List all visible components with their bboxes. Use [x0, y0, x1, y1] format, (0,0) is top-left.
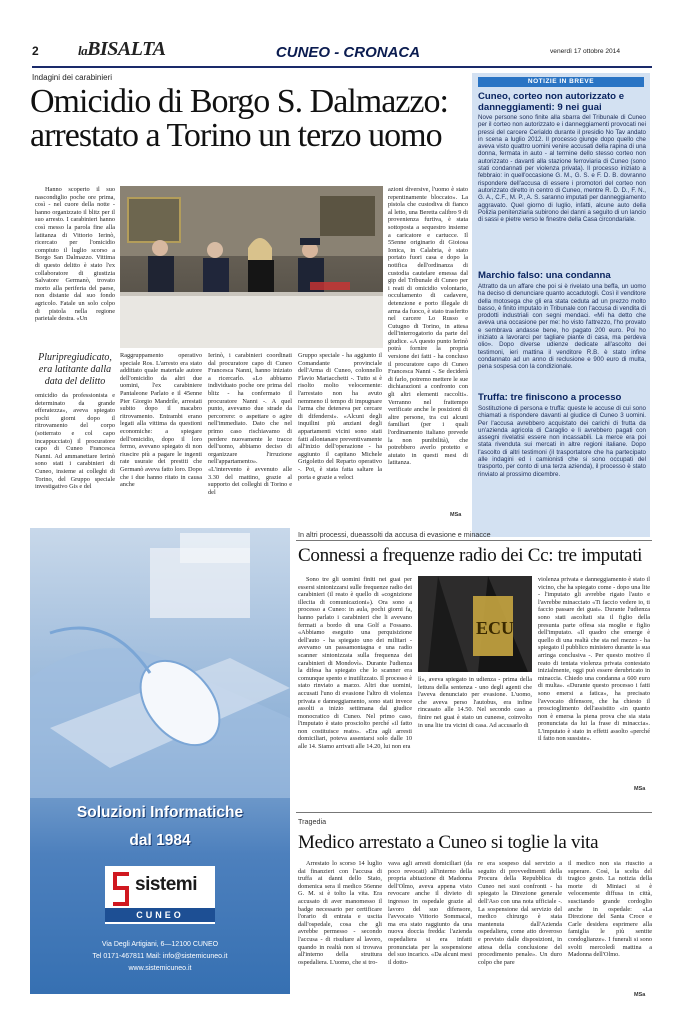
ad-brand-name: sistemi	[135, 874, 197, 895]
story2-column-2: lì», aveva spiegato in udienza - prima della lettura della sentenza - uno degli agenti che l'aveva denunciato per evasione. L'uomo, che aveva perso l'autobus, era infine rincasato alle 14.50. Nel secondo caso a finire nei guai è stato un cuneese, coinvolto in una lite tra vicini di casa. Ad accusarlo di	[418, 676, 532, 729]
brief-item-1-body: Nove persone sono finite alla sbarra del Tribunale di Cuneo per il corteo non autorizzato e i danneggiamenti provocati nei pressi del carcere Cerialdo durante il presidio No Tav andato in scena a luglio 2012. Il processo giunge dopo quello che aveva visto quattro uomini venire accusati della rapina di una donna, fermata in auto - al termine dello stesso corteo non autorizzato - davanti alla stazione ferroviaria di Cuneo (sono stati condannati per violenza privata). Il processo iniziato a febbraio: in quell'occasione G. M., G. S. e F. D. B. dovranno rispondere dell'accusa di essere i promotori del corteo non autorizzato diretto in centro di Cuneo, mentre R. D. D., F. N., G. A., C.F., M. P., A. S. saranno imputati per danneggiamento aggravato. Quel giorno di luglio, infatti, alcune auto della Polizia penitenziaria subirono dei danni a seguito di un lancio di sassi e pietre verso le finestre della Casa circondariale.	[478, 114, 646, 224]
logo-name: BISALTA	[87, 38, 166, 60]
story1-column-2: Raggruppamento operativo speciale Ros. L'arresto era stato addittato quale materiale autore dell'omicidio da altri due uomini, l'ex carabiniere Pantaleone Parlato e il 45enne Pier Giorgio Mandrile, arrestati subito dopo il macabro ritrovamento. Entrambi erano legati alla vittima da questioni economiche: a spiegare dell'omicidio, dopo il loro fermo, avevano spiegato di non riuscire più a pagare le ingenti rate usuraie dei prestiti che Germanò aveva fatto loro. Dopo che i due hanno ritato in causa anche	[120, 352, 202, 489]
brief-news-tag: NOTIZIE IN BREVE	[478, 77, 644, 87]
ad-headline-2: dal 1984	[129, 832, 191, 849]
computer-mouse-illustration	[30, 528, 290, 798]
section-title: CUNEO - CRONACA	[275, 44, 421, 61]
brief-item-1-title: Cuneo, corteo non autorizzato e danneggiamenti: 9 nei guai	[478, 91, 625, 113]
press-conference-photo	[120, 186, 383, 348]
story2-kicker: In altri processi, dueassolti da accusa di evasione e minacce	[298, 530, 491, 539]
sistemi-logo-icon	[111, 872, 131, 906]
story3-signature: MSa	[634, 992, 646, 998]
story3-kicker: Tragedia	[298, 817, 327, 826]
ad-brand-box	[105, 866, 215, 924]
story1-column-5: azioni diversive, l'uomo è stato repentinamente bloccato». La pistola che custodiva di fianco al letto, una Beretta calibro 9 di provenienza furtiva, è stata sottoposta a sequestro insieme a caricatore e cartucce. Il 55enne originario di Gioiosa Ionica, in Calabria, è stato portato fuori casa e dopo la notifica dell'ordinanza di custodia cautelare emessa dal gip del Tribunale di Cuneo per i reati di omicidio volontario, occultamento di cadavere, detenzione e porto illegale di arma da fuoco, è stato trasferito nel carcere Lo Russo e Cutugno di Torino, in attesa dell'interrogatorio da parte del giudice. «A questo punto Ierinò potrà fornire la propria versione dei fatti - ha concluso il procuratore capo di Cuneo Francesca Nanni -. Se deciderà di farlo, potremo mettere le sue dichiarazioni a confronto con gli altri elementi raccolti». Verranno nel frattempo verificate anche le posizioni di altre persone, tra cui alcuni familiari (per i quali l'ordinamento italiano prevede la non punibilità), che potrebbero averlo protetto e aiutato in questi mesi di latitanza.	[388, 186, 468, 467]
story3-headline: Medico arrestato a Cuneo si toglie la vita	[298, 832, 599, 853]
ad-address: Via Degli Artigiani, 6—12100 CUNEO	[101, 941, 219, 948]
story1-lead-column: Hanno scoperto il suo nascondiglio poche ore prima, così - nel cuore della notte - hanno organizzato il blitz per il suo arresto. I carabinieri hanno così messo la parola fine alla latitanza di Vittorio Ierinò, ricercato per l'omicidio compiuto il luglio scorso a Borgo San Dalmazzo. Vittima di questo delitto è stato l'ex collaboratore di giustizia Salvatore Germanò, trovato morto alla periferia del paese, non distante dal suo fondo agricolo. Fatale un solo colpo di pistola nella regione parietale destra. «Un	[35, 186, 115, 323]
story2-column-3: violenza privata e danneggiamento è stato il vicino, che ha spiegato come - dopo una lite - l'imputato gli avrebbe rigato l'auto e l'avrebbe minacciato «Ti faccio vedere io, ti faccio passare dei guai». Durante l'udienza sono stati ascoltati sia il figlio della presunta parte offesa sia moglie e figlio dell'imputato. «Il quadro che emerge è quello di una realtà che sta nel mezzo - ha spiegato il pubblico ministero durante la sua arringa conclusiva -. Per questo motivo il reato di tentata violenza privata contestato inizialmente, oggi può essere derubricato in minaccia. Chiedo una condanna a 600 euro di multa». «Durante questo processo i fatti sono emersi a fatica», ha precisato l'avvocato difensore, che ha chiesto il proscioglimento dell'assistito «in quanto non è emersa la piena prova che sia stata pronunciata da lui la frase di minaccia». L'imputato è stato in effetti assolto «perché il fatto non sussiste».	[538, 576, 650, 743]
story1-column-4: Gruppo speciale - ha aggiunto il Comandante provinciale dell'Arma di Cuneo, colonnello Flavio Mariacchetti -. Tutto si è risolto molto velocemente: l'arrestato non ha avuto nemmeno il tempo di impugnare l'arma che deteneva per cercare di difendersi». «Alcuni degli inquilini più anziani degli appartamenti vicini sono stati fatti allontanare preventivamente all'inizio dell'operazione - ha aggiunto il capitano Michele Grigoletto del Reparto operativo -. Poi, è stata fatta saltare la porta e grazie a veloci	[298, 352, 382, 481]
ad-brand-sub: CUNEO	[105, 908, 215, 922]
brief-item-2-body: Attratto da un affare che poi si è rivelato una beffa, un uomo ha deciso di denunciare quanto accadutogli. Così il venditore della motosega che gli era stata ceduta ad un prezzo molto basso, è finito imputato in Tribunale con l'accusa di vendita di prodotti industriali con segni mendaci. «Mi ha detto che aveva una occasione per me: ho visto l'attrezzo, l'ho provato e sembrava andasse bene, ho pagato 200 euro. Poi ho iniziato a lavorarci per tagliare piante di casa, ma perdeva olio». Dopo diverse udienze dedicate all'ascolto dei testimoni, ieri mattina il venditore R.B. è stato infine condannato ad un anno di reclusione e 900 euro di multa, pena sospesa con la condizionale.	[478, 283, 646, 371]
brief-item-3-body: Sostituzione di persona e truffa: queste le accuse di cui sono chiamati a rispondere davanti al giudice di Cuneo 3 uomini. Per l'accusa avrebbero acquistato dei carichi di frutta da un'azienda agricola di Caraglio e li avrebbero pagati con assegni rivelatisi essere non incassabili. La merce era poi stata rivenduta sui mercati in altre regioni italiane. Dopo l'ascolto di altri testimoni (il trasportatore che ha partecipato alle indagini ed i camionisti che si sono occupati del trasporto, per conto di una terza azienda), il processo è stato rinviato al prossimo dicembre.	[478, 405, 646, 478]
story3-rule	[296, 812, 652, 813]
story3-column-2: vava agli arresti domiciliari (da poco revocati) all'interno della propria abitazione di Madonna dell'Olmo, aveva appena visto revocare anche il divieto di ingresso in ospedale grazie al lavoro del suo difensore, l'avvocato Vittorio Sommacal, ma era stato raggiunto da una nuova doccia fredda: l'azienda ospedaliera si era infatti pronunciata per la sospensione del suo incarico. «Da alcuni mesi il dotto-	[388, 860, 472, 966]
story1-column-1: omicidio da professionista e determinato da grande efferatezza», aveva spiegato pochi giorni dopo il ritrovamento del corpo (sotterrato e col capo incappucciato) il procuratore capo di Cuneo Francesca Nanni. Ad ammanettare Ierinò sono stati i carabinieri di Cuneo, insieme ai colleghi di Torino, del Gruppo speciale investigativo Gis e del	[35, 392, 115, 491]
advertisement	[30, 528, 290, 994]
newspaper-logo	[78, 38, 166, 61]
judge-gown-photo	[418, 576, 532, 672]
story3-column-1: Arrestato lo scorso 14 luglio dai finanzieri con l'accusa di truffa ai danni dello Stato, domenica sera il medico 56enne G. M. si è tolto la vita. Era accusato di aver manomesso il badge necessario per certificare l'orario di entrata e uscita dall'ospedale, cosa che gli avrebbe permesso - secondo l'accusa - di risultare al lavoro, quando in realtà non si trovava all'interno della struttura ospedaliera. L'uomo, che si tro-	[298, 860, 382, 966]
story3-column-4: il medico non sia riuscito a superare. Così, la scelta del tragico gesto. La notizia della morte di Miniaci si è velocemente diffusa in città, suscitando grande cordoglio anche in ospedale: «La Direzione del Santa Croce e Carle desidera esprimere alla famiglia le più sentite condoglianze». I funerali si sono svolti mercoledì mattina a Madonna dell'Olmo.	[568, 860, 652, 959]
story1-pull-quote: Pluripregiudicato, era latitante dalla data del delitto	[38, 352, 112, 387]
story1-headline: Omicidio di Borgo S. Dalmazzo: arrestato a Torino un terzo uomo	[30, 83, 448, 154]
logo-prefix: la	[78, 43, 88, 58]
story2-rule	[296, 540, 652, 541]
ad-headline-1: Soluzioni Informatiche	[76, 804, 244, 821]
judge-gown-illustration	[418, 576, 532, 672]
ad-website: www.sistemicuneo.it	[128, 965, 192, 972]
brief-item-2-title: Marchio falso: una condanna	[478, 270, 611, 281]
ad-contact: Tel 0171-467811 Mail: info@sistemicuneo.it	[92, 953, 228, 960]
story3-column-3: re era sospeso dal servizio a seguito di provvedimenti della Procura della Repubblica di Cuneo nei suoi confronti - ha spiegato la Direzione generale dell'Aso con una nota ufficiale -. La sospensione dal servizio del medico chirurgo è stata mantenuta dall'Azienda ospedaliera, come atto doveroso e previsto dalle disposizioni, in attesa della conclusione del procedimento penale». Un duro colpo che pare	[478, 860, 562, 966]
page-number: 2	[32, 44, 39, 58]
story2-headline: Connessi a frequenze radio dei Cc: tre imputati	[298, 545, 643, 566]
story1-column-3: Ierinò, i carabinieri coordinati dal procuratore capo di Cuneo Francesca Nanni, hanno iniziato a ricercarlo. «Lo abbiamo individuato poche ore prima del blitz - ha confermato il procuratore Nanni -. A quel punto, avevamo due strade da percorrere: o aspettare o agire nell'immediato. Dato che nel primo caso rischiavamo di perdere nuovamente le tracce dell'uomo, abbiamo deciso di organizzare l'irruzione nell'appartamento». «L'intervento è avvenuto alle 3.30 del mattino, grazie al supporto dei colleghi di Torino e del	[208, 352, 292, 496]
brief-item-3-title: Truffa: tre finiscono a processo	[478, 392, 622, 403]
gown-embroidery: ECU	[476, 618, 515, 638]
story1-signature: MSa	[450, 512, 462, 518]
story2-column-1: Sono tre gli uomini finiti nei guai per essersi sintonizzarsi sulle frequenze radio dei carabinieri (il reato è quello di «cognizione illecita di comunicazioni»). Ora sono a processo a Cuneo: in aula, pochi giorni fa, hanno parlato i carabinieri che li avevano fermati a bordo di una Golf a Fossano. «Abbiamo eseguito una perquisizione dell'auto - ha spiegato uno dei militari - avevamo un passamontagna e una radio scanner sintonizzata sulla frequenza dei carabinieri di Mondovì». Durante l'udienza la difesa ha spiegato che lo scanner era comunque spento e inutilizzato. Il processo è stato rinviato a marzo. Altri due uomini, accusati l'uno di evasione l'altro di violenza privata e danneggiamento, sono stati invece assolti a inizio settimana dal giudice monocratico di Cuneo. Nel primo caso, l'imputato è stato prosciolto perché «il fatto non costituisce reato». «Era agli arresti domiciliari, poteva assentarsi solo dalle 10 alle 14. Siamo arrivati alle 14.20, lui non era	[298, 576, 412, 751]
press-conference-illustration	[120, 186, 383, 348]
story2-signature: MSa	[634, 786, 646, 792]
issue-date: venerdì 17 ottobre 2014	[550, 48, 621, 55]
story1-kicker: Indagini dei carabinieri	[32, 73, 113, 82]
header-rule	[32, 66, 652, 68]
